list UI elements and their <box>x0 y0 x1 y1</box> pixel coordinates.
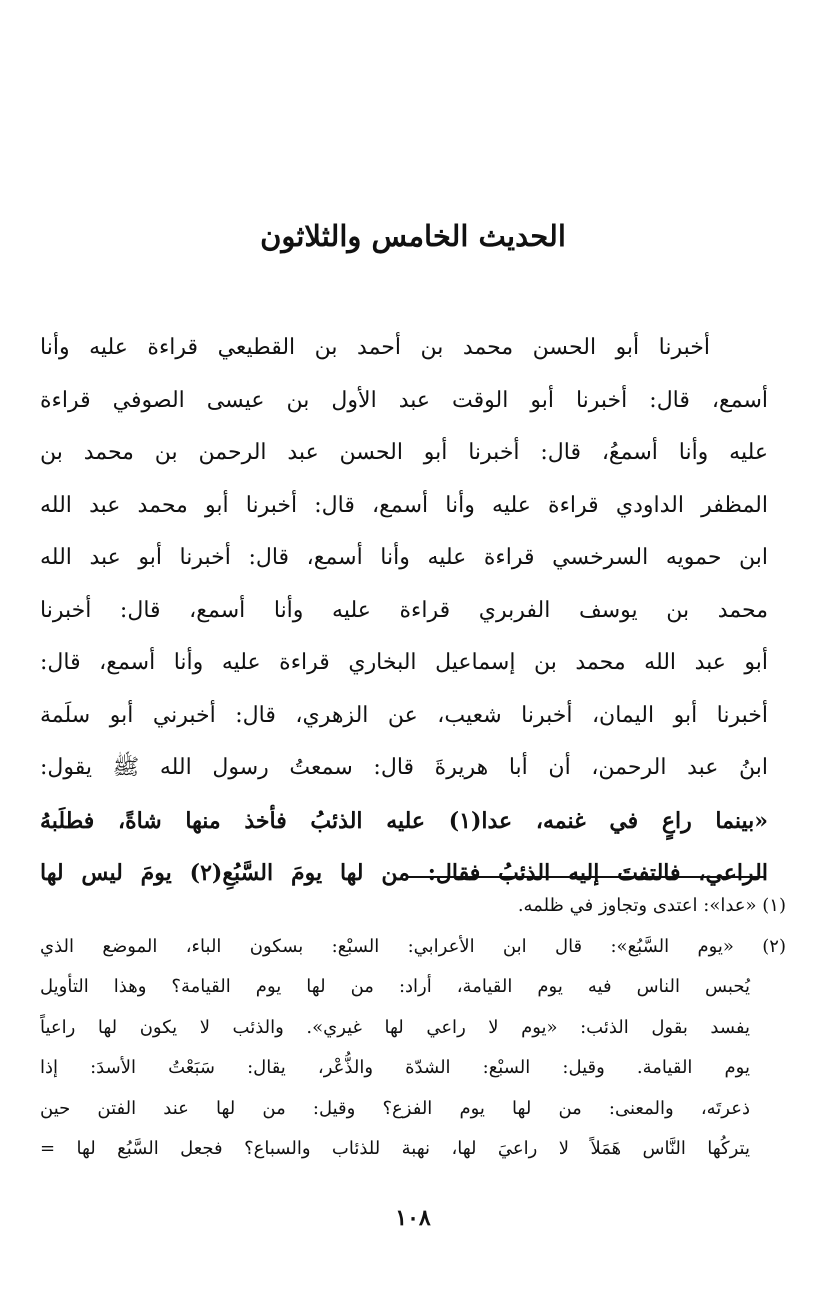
page-number: ١٠٨ <box>395 1205 431 1231</box>
footnote-2-continuation: ذعرتَه، والمعنى: من لها يوم الفزع؟ وقيل: من لها عند الفتن حين <box>40 1097 750 1119</box>
body-line: أخبرنا أبو الحسن محمد بن أحمد بن القطيعي قراءة عليه وأنا <box>40 335 710 360</box>
footnote-1: (١) «عدا»: اعتدى وتجاوز في ظلمه. <box>517 895 786 916</box>
footnote-2: (٢) «يوم السَّبُع»: قال ابن الأعرابي: السبْع: بسكون الباء، الموضع الذي <box>40 935 786 957</box>
hadith-text <box>40 322 768 900</box>
body-line: أخبرنا أبو اليمان، أخبرنا شعيب، عن الزهري، قال: أخبرني أبو سلَمة <box>40 702 768 728</box>
footnote-separator <box>408 876 764 878</box>
body-line: ابن حمويه السرخسي قراءة عليه وأنا أسمع، قال: أخبرنا أبو عبد الله <box>40 545 768 570</box>
footnote-2-continuation: يتركُها النَّاس هَمَلاً لا راعيَ لها، نهبة للذئاب والسباع؟ فجعل السَّبُع لها = <box>40 1138 750 1159</box>
hadith-quote-line: «بينما راعٍ في غنمه، عدا(١) عليه الذئبُ فأخذ منها شاةً، فطلَبهُ <box>40 807 768 834</box>
body-line: المظفر الداودي قراءة عليه وأنا أسمع، قال: أخبرنا أبو محمد عبد الله <box>40 492 768 518</box>
footnote-2-continuation: يفسد بقول الذئب: «يوم لا راعي لها غيري». والذئب لا يكون لها راعياً <box>40 1016 750 1038</box>
body-line: ابنُ عبد الرحمن، أن أبا هريرةَ قال: سمعتُ رسول الله ﷺ يقول: <box>40 755 768 780</box>
footnote-2-continuation: يوم القيامة. وقيل: السبْع: الشدّة والذُّعْر، يقال: سَبَعْتُ الأسدَ: إذا <box>40 1057 750 1078</box>
body-line: عليه وأنا أسمعُ، قال: أخبرنا أبو الحسن عبد الرحمن بن محمد بن <box>40 440 768 465</box>
body-line: أسمع، قال: أخبرنا أبو الوقت عبد الأول بن عيسى الصوفي قراءة <box>40 387 768 413</box>
body-line: أبو عبد الله محمد بن إسماعيل البخاري قراءة عليه وأنا أسمع، قال: <box>40 650 768 675</box>
footnote-2-continuation: يُحبس الناس فيه يوم القيامة، أراد: من لها يوم القيامة؟ وهذا التأويل <box>40 976 750 997</box>
body-line: محمد بن يوسف الفربري قراءة عليه وأنا أسمع، قال: أخبرنا <box>40 597 768 623</box>
hadith-quote-line: الراعي، فالتفتَ إليه الذئبُ فقال: من لها يومَ السَّبُعِ(٢) يومَ ليس لها <box>40 860 768 886</box>
hadith-heading: الحديث الخامس والثلاثون <box>260 219 566 253</box>
footnotes <box>40 886 786 1170</box>
